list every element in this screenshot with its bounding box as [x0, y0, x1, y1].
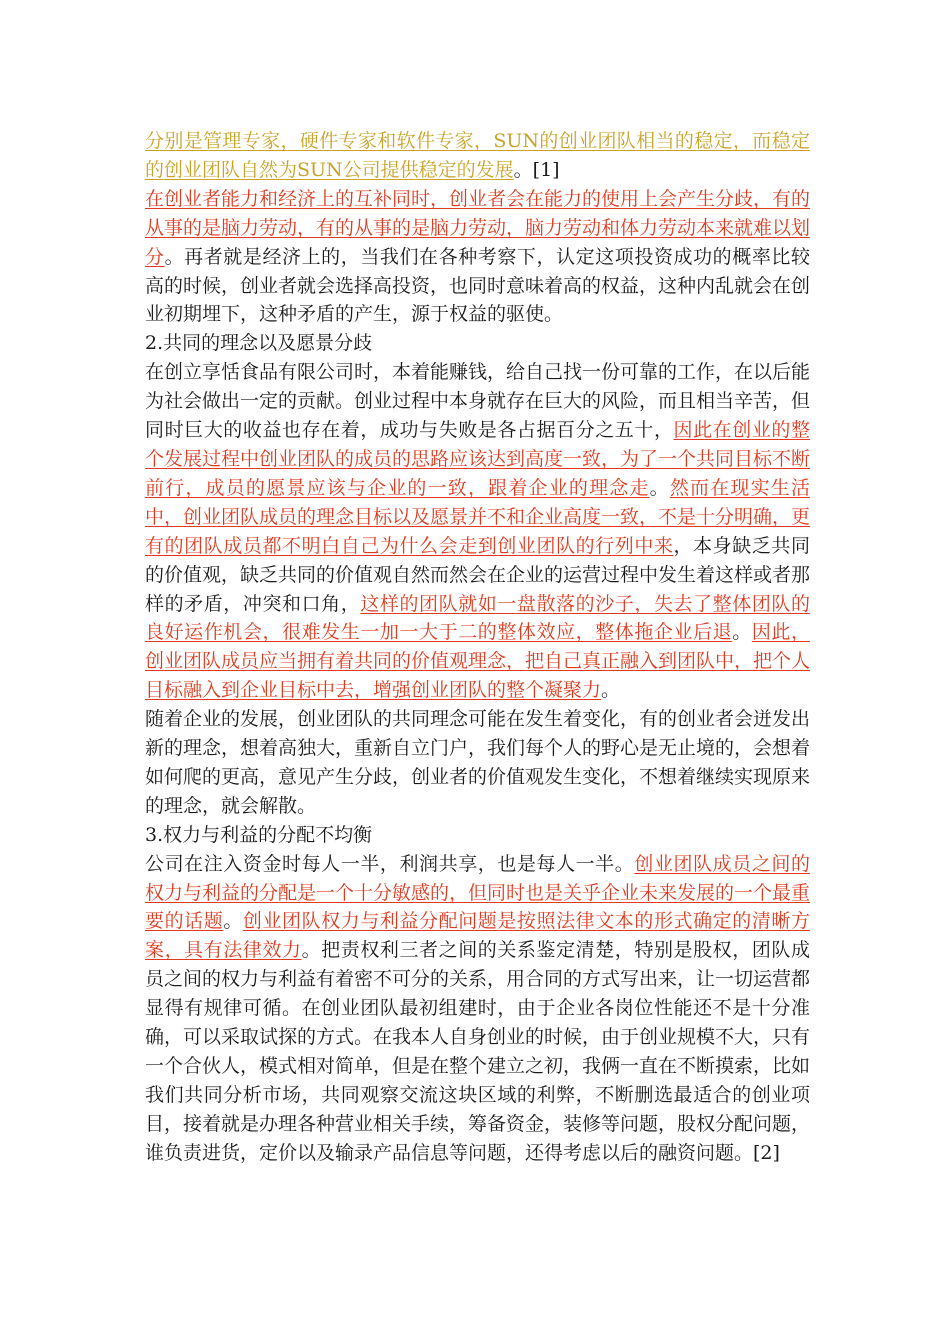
body-text: 公司在注入资金时每人一半，利润共享，也是每人一半。 — [145, 852, 635, 875]
body-text: 在创立享恬食品有限公司时，本着能赚钱，给自己找一份可靠的工作，在以后能为社会做出一定的贡献。创业过程中本身就存在巨大的风险，而且相当辛苦，但同时巨大的收益也存在着，成功与失败是各占据百分之五十， — [145, 361, 811, 442]
body-text: 。 — [223, 910, 243, 933]
highlighted-text: 创业团队成员之间的权力与利益的分配是一个十分敏感的，但同时也是关乎企业未来发展的一个最重要的话题 — [145, 852, 811, 933]
body-text: 。 — [601, 679, 621, 702]
document-body — [145, 127, 810, 1168]
body-text: 随着企业的发展，创业团队的共同理念可能在发生着变化，有的创业者会迸发出新的理念，想着高独大，重新自立门户，我们每个人的野心是无止境的，会想着如何爬的更高，意见产生分歧，创业者的价值观发生变化，不想着继续实现原来的理念，就会解散。 — [145, 708, 811, 817]
body-text: 。[1] — [513, 158, 560, 181]
body-text: 。 — [649, 476, 670, 499]
highlighted-text: 在创业者能力和经济上的互补同时，创业者会在能力的使用上会产生分歧，有的从事的是脑力劳动，有的从事的是脑力劳动，脑力劳动和体力劳动本来就难以划分 — [145, 187, 811, 268]
highlighted-text: 分别是管理专家，硬件专家和软件专家，SUN的创业团队相当的稳定，而稳定的创业团队自然为SUN公司提供稳定的发展 — [145, 130, 810, 181]
paragraph-power-interest — [145, 850, 810, 1168]
section-heading-3 — [145, 821, 810, 850]
highlighted-text: 创业团队权力与利益分配问题是按照法律文本的形式确定的清晰方案，具有法律效力 — [145, 910, 810, 962]
paragraph-enterprise-development — [145, 705, 810, 821]
body-text: 。再者就是经济上的，当我们在各种考察下，认定这项投资成功的概率比较高的时候，创业者就会选择高投资，也同时意味着高的权益，这种内乱就会在创业初期埋下，这种矛盾的产生，源于权益的驱使。 — [145, 245, 811, 326]
body-text: ，本身缺乏共同的价值观，缺乏共同的价值观自然而然会在企业的运营过程中发生着这样或者那样的矛盾，冲突和口角， — [145, 534, 811, 615]
body-text: 。 — [732, 621, 752, 644]
heading-text: 2.共同的理念以及愿景分歧 — [145, 332, 373, 355]
highlighted-text: 然而在现实生活中，创业团队成员的理念目标以及愿景并不和企业高度一致，不是十分明确，更有的团队成员都不明白自己为什么会走到创业团队的行列中来 — [145, 476, 811, 557]
section-heading-2 — [145, 329, 810, 358]
paragraph-sun-team — [145, 127, 810, 185]
paragraph-shared-vision — [145, 358, 810, 705]
heading-text: 3.权力与利益的分配不均衡 — [145, 823, 373, 846]
paragraph-ability-complement — [145, 185, 810, 330]
highlighted-text: 因此，创业团队成员应当拥有着共同的价值观理念，把自己真正融入到团队中，把个人目标融入到企业目标中去，增强创业团队的整个凝聚力 — [145, 621, 811, 702]
highlighted-text: 因此在创业的整个发展过程中创业团队的成员的思路应该达到高度一致，为了一个共同目标不断前行，成员的愿景应该与企业的一致，跟着企业的理念走 — [145, 419, 811, 499]
body-text: 。把责权利三者之间的关系鉴定清楚，特别是股权，团队成员之间的权力与利益有着密不可分的关系，用合同的方式写出来，让一切运营都显得有规律可循。在创业团队最初组建时，由于企业各岗位性能还不是十分准确，可以采取试探的方式。在我本人自身创业的时候，由于创业规模不大，只有一个合伙人，模式相对简单，但是在整个建立之初，我俩一直在不断摸索，比如我们共同分析市场，共同观察交流这块区域的利弊，不断删选最适合的创业项目，接着就是办理各种营业相关手续，筹备资金，装修等问题，股权分配问题，谁负责进货，定价以及输录产品信息等问题，还得考虑以后的融资问题。[2] — [145, 939, 811, 1164]
highlighted-text: 这样的团队就如一盘散落的沙子，失去了整体团队的良好运作机会，很难发生一加一大于二的整体效应，整体拖企业后退 — [145, 592, 810, 644]
